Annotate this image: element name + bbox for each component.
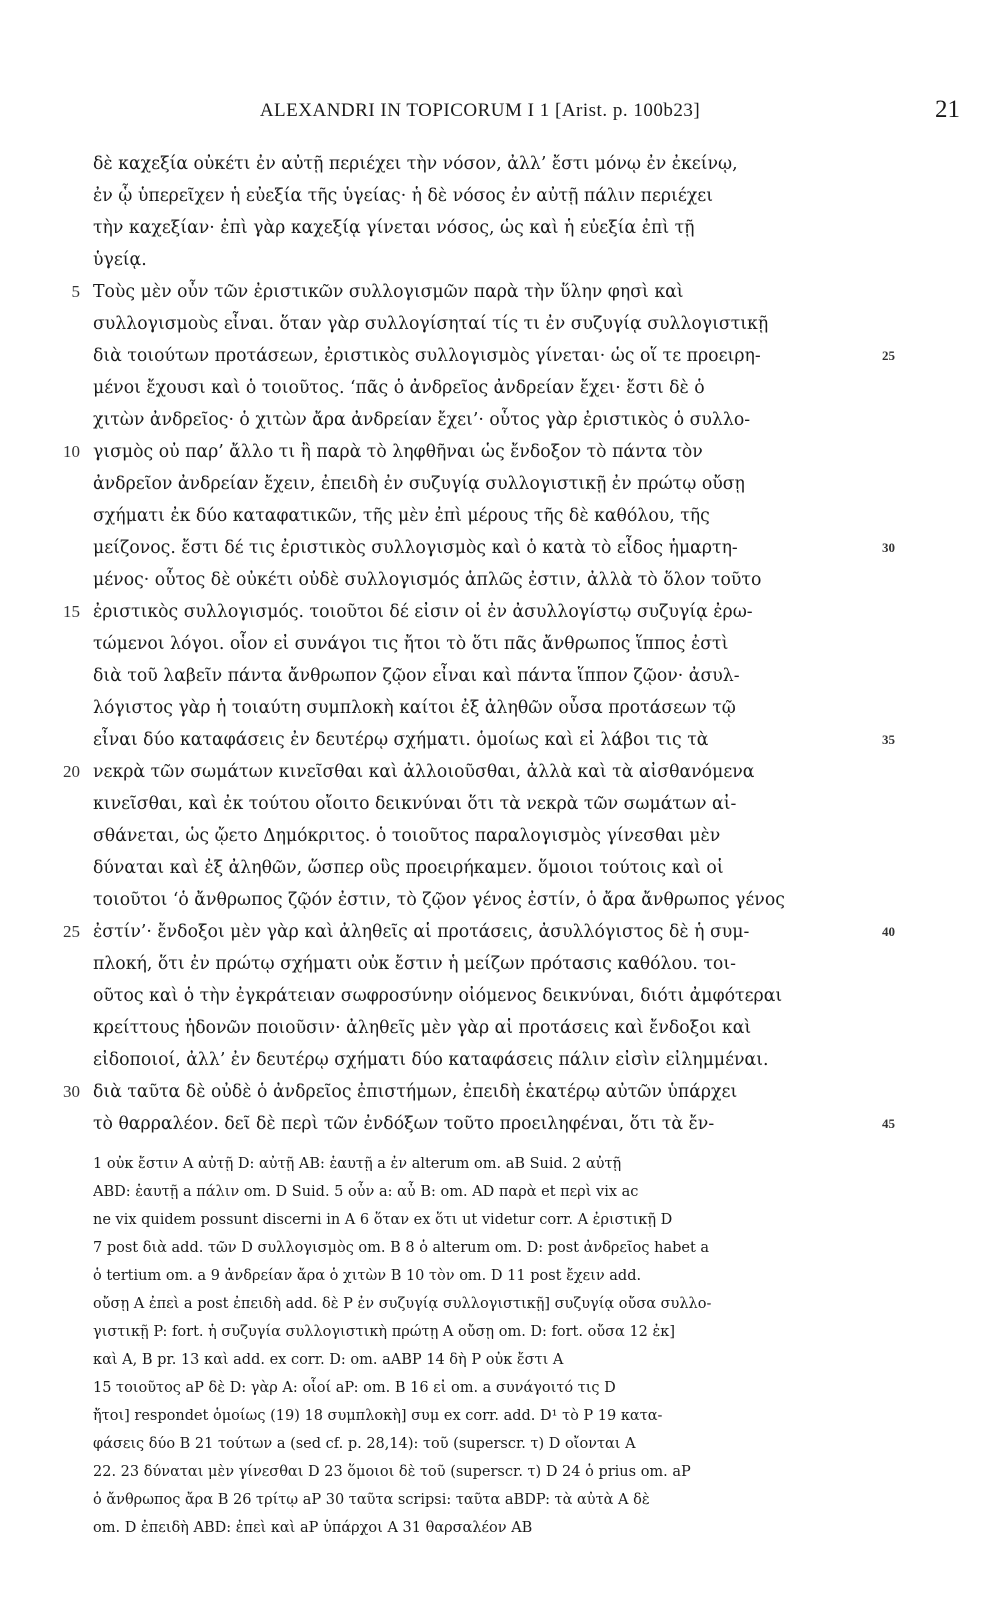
apparatus-line (93, 1374, 893, 1402)
line-text: σχήματι ἐκ δύο καταφατικῶν, τῆς μὲν ἐπὶ μέρους τῆς δὲ καθόλου, τῆς (93, 506, 710, 526)
apparatus-text: γιστικῇ P: fort. ἡ συζυγία συλλογιστικὴ πρώτῃ A οὔσῃ om. D: fort. οὔσα 12 ἐκ] (93, 1324, 676, 1340)
apparatus-text: καὶ A, B pr. 13 καὶ add. ex corr. D: om. aABP 14 δὴ P οὐκ ἔστι A (93, 1352, 564, 1368)
line-number-left: 30 (63, 1082, 80, 1101)
apparatus-text: ABD: ἑαυτῇ a πάλιν om. D Suid. 5 οὖν a: αὖ B: om. AD παρὰ et περὶ vix ac (93, 1184, 639, 1200)
line-text: χιτὼν ἀνδρεῖος· ὁ χιτὼν ἄρα ἀνδρείαν ἔχει’· οὗτος γὰρ ἐριστικὸς ὁ συλλο- (93, 410, 751, 430)
line-text: κρείττους ἡδονῶν ποιοῦσιν· ἀληθεῖς μὲν γὰρ αἱ προτάσεις καὶ ἔνδοξοι καὶ (93, 1018, 752, 1038)
line-number-right: 45 (882, 1116, 895, 1131)
line-text: εἶναι δύο καταφάσεις ἐν δευτέρῳ σχήματι. ὁμοίως καὶ εἰ λάβοι τις τὰ (93, 730, 709, 750)
line-text: κινεῖσθαι, καὶ ἐκ τούτου οἴοιτο δεικνύναι ὅτι τὰ νεκρὰ τῶν σωμάτων αἰ- (93, 794, 737, 814)
apparatus-text: ἤτοι] respondet ὁμοίως (19) 18 συμπλοκὴ] συμ ex corr. add. D¹ τὸ P 19 κατα- (93, 1408, 663, 1424)
apparatus-text: 7 post διὰ add. τῶν D συλλογισμὸς om. B 8 ὁ alterum om. D: post ἀνδρεῖος habet a (93, 1240, 710, 1256)
line-text: γισμὸς οὐ παρ’ ἄλλο τι ἢ παρὰ τὸ ληφθῆναι ὡς ἔνδοξον τὸ πάντα τὸν (93, 442, 703, 462)
apparatus-line (93, 1402, 893, 1430)
apparatus-line (93, 1486, 893, 1514)
text-line (0, 308, 1000, 340)
apparatus-line (93, 1206, 893, 1234)
apparatus-line (93, 1178, 893, 1206)
text-line (0, 1076, 1000, 1108)
line-text: πλοκή, ὅτι ἐν πρώτῳ σχήματι οὐκ ἔστιν ἡ μείζων πρότασις καθόλου. τοι- (93, 954, 736, 974)
line-text: μένοι ἔχουσι καὶ ὁ τοιοῦτος. ‘πᾶς ὁ ἀνδρεῖος ἀνδρείαν ἔχει· ἔστι δὲ ὁ (93, 378, 705, 398)
text-line (0, 692, 1000, 724)
line-number-left: 25 (63, 922, 80, 941)
apparatus-text: 1 οὐκ ἔστιν A αὐτῇ D: αὐτῇ AB: ἑαυτῇ a ἐν alterum om. aB Suid. 2 αὐτῇ (93, 1156, 622, 1172)
text-line (0, 532, 1000, 564)
apparatus-text: ὁ tertium om. a 9 ἀνδρείαν ἄρα ὁ χιτὼν B 10 τὸν om. D 11 post ἔχειν add. (93, 1268, 642, 1284)
line-text: εἰδοποιοί, ἀλλ’ ἐν δευτέρῳ σχήματι δύο καταφάσεις πάλιν εἰσὶν εἰλημμέναι. (93, 1050, 769, 1070)
line-text: οῦτος καὶ ὁ τὴν ἐγκράτειαν σωφροσύνην οἰόμενος δεικνύναι, διότι ἀμφότεραι (93, 986, 783, 1006)
line-text: διὰ ταῦτα δὲ οὐδὲ ὁ ἀνδρεῖος ἐπιστήμων, ἐπειδὴ ἑκατέρῳ αὐτῶν ὑπάρχει (93, 1082, 738, 1102)
text-line (0, 1108, 1000, 1140)
apparatus-line (93, 1458, 893, 1486)
text-line (0, 212, 1000, 244)
line-text: μείζονος. ἔστι δέ τις ἐριστικὸς συλλογισμὸς καὶ ὁ κατὰ τὸ εἶδος ἡμαρτη- (93, 538, 738, 558)
text-line (0, 276, 1000, 308)
line-number-left: 10 (63, 442, 80, 461)
text-line (0, 724, 1000, 756)
line-text: ἐριστικὸς συλλογισμός. τοιοῦτοι δέ εἰσιν οἱ ἐν ἀσυλλογίστῳ συζυγίᾳ ἐρω- (93, 602, 753, 622)
text-line (0, 1012, 1000, 1044)
apparatus-line (93, 1290, 893, 1318)
text-line (0, 340, 1000, 372)
line-number-left: 15 (63, 602, 80, 621)
text-line (0, 980, 1000, 1012)
text-line (0, 596, 1000, 628)
text-line (0, 884, 1000, 916)
apparatus-text: ne vix quidem possunt discerni in A 6 ὅταν ex ὅτι ut videtur corr. A ἐριστικῇ D (93, 1212, 673, 1228)
apparatus-line (93, 1514, 893, 1542)
text-line (0, 628, 1000, 660)
text-line (0, 916, 1000, 948)
apparatus-line (93, 1262, 893, 1290)
text-line (0, 436, 1000, 468)
page-header (80, 92, 960, 132)
line-text: τώμενοι λόγοι. οἷον εἰ συνάγοι τις ἤτοι τὸ ὅτι πᾶς ἄνθρωπος ἵππος ἐστὶ (93, 634, 729, 654)
apparatus-line (93, 1234, 893, 1262)
text-line (0, 1044, 1000, 1076)
line-text: διὰ τοῦ λαβεῖν πάντα ἄνθρωπον ζῷον εἶναι καὶ πάντα ἵππον ζῷον· ἀσυλ- (93, 666, 740, 686)
line-number-left: 5 (71, 282, 80, 301)
line-text: τὸ θαρραλέον. δεῖ δὲ περὶ τῶν ἐνδόξων τοῦτο προειληφέναι, ὅτι τὰ ἔν- (93, 1114, 715, 1134)
apparatus-text: om. D ἐπειδὴ ABD: ἐπεὶ καὶ aP ὑπάρχοι A 31 θαρσαλέον AB (93, 1520, 533, 1536)
line-text: διὰ τοιούτων προτάσεων, ἐριστικὸς συλλογισμὸς γίνεται· ὡς οἵ τε προειρη- (93, 346, 761, 366)
text-line (0, 820, 1000, 852)
text-line (0, 756, 1000, 788)
text-line (0, 148, 1000, 180)
text-line (0, 788, 1000, 820)
page-number: 21 (935, 96, 960, 123)
line-text: δὲ καχεξία οὐκέτι ἐν αὐτῇ περιέχει τὴν νόσον, ἀλλ’ ἔστι μόνῳ ἐν ἐκείνῳ, (93, 154, 738, 174)
line-text: Τοὺς μὲν οὖν τῶν ἐριστικῶν συλλογισμῶν παρὰ τὴν ὕλην φησὶ καὶ (93, 282, 684, 302)
line-text: μένος· οὗτος δὲ οὐκέτι οὐδὲ συλλογισμός ἁπλῶς ἐστιν, ἀλλὰ τὸ ὅλον τοῦτο (93, 570, 762, 590)
text-line (0, 564, 1000, 596)
line-text: ἐστίν’· ἔνδοξοι μὲν γὰρ καὶ ἀληθεῖς αἱ προτάσεις, ἀσυλλόγιστος δὲ ἡ συμ- (93, 922, 750, 942)
text-line (0, 660, 1000, 692)
line-text: νεκρὰ τῶν σωμάτων κινεῖσθαι καὶ ἀλλοιοῦσθαι, ἀλλὰ καὶ τὰ αἰσθανόμενα (93, 762, 755, 782)
apparatus-line (93, 1430, 893, 1458)
apparatus-line (93, 1150, 893, 1178)
apparatus-text: 15 τοιοῦτος aP δὲ D: γὰρ A: οἷοί aP: om. B 16 εἰ om. a συνάγοιτό τις D (93, 1380, 616, 1396)
line-number-right: 40 (882, 924, 895, 939)
apparatus-line (93, 1346, 893, 1374)
line-number-right: 25 (882, 348, 895, 363)
running-head: ALEXANDRI IN TOPICORUM I 1 [Arist. p. 100b23] (259, 100, 701, 121)
apparatus-text: ὁ ἄνθρωπος ἄρα B 26 τρίτῳ aP 30 ταῦτα scripsi: ταῦτα aBDP: τὰ αὐτὰ A δὲ (93, 1492, 650, 1508)
line-number-right: 30 (882, 540, 895, 555)
line-text: σθάνεται, ὡς ᾤετο Δημόκριτος. ὁ τοιοῦτος παραλογισμὸς γίνεσθαι μὲν (93, 826, 721, 846)
apparatus-line (93, 1318, 893, 1346)
line-text: τοιοῦτοι ‘ὁ ἄνθρωπος ζῷόν ἐστιν, τὸ ζῷον γένος ἐστίν, ὁ ἄρα ἄνθρωπος γένος (93, 890, 785, 910)
line-number-right: 35 (882, 732, 895, 747)
text-line (0, 372, 1000, 404)
line-number-left: 20 (63, 762, 80, 781)
line-text: λόγιστος γὰρ ἡ τοιαύτη συμπλοκὴ καίτοι ἐξ ἀληθῶν οὖσα προτάσεων τῷ (93, 698, 736, 718)
line-text: ἐν ᾧ ὑπερεῖχεν ἡ εὐεξία τῆς ὑγείας· ἡ δὲ νόσος ἐν αὐτῇ πάλιν περιέχει (93, 186, 713, 206)
text-line (0, 180, 1000, 212)
apparatus-text: οὔσῃ A ἐπεὶ a post ἐπειδὴ add. δὲ P ἐν συζυγίᾳ συλλογιστικῇ] συζυγίᾳ οὔσα συλλο- (93, 1296, 712, 1312)
apparatus-text: 22. 23 δύναται μὲν γίνεσθαι D 23 ὅμοιοι δὲ τοῦ (superscr. τ) D 24 ὁ prius om. aP (93, 1464, 691, 1480)
apparatus-text: φάσεις δύο B 21 τούτων a (sed cf. p. 28,14): τοῦ (superscr. τ) D οἴονται A (93, 1436, 636, 1452)
text-line (0, 244, 1000, 276)
line-text: ἀνδρεῖον ἀνδρείαν ἔχειν, ἐπειδὴ ἐν συζυγίᾳ συλλογιστικῇ ἐν πρώτῳ οὔσῃ (93, 474, 745, 494)
line-text: τὴν καχεξίαν· ἐπὶ γὰρ καχεξίᾳ γίνεται νόσος, ὡς καὶ ἡ εὐεξία ἐπὶ τῇ (93, 218, 695, 238)
text-line (0, 468, 1000, 500)
text-line (0, 404, 1000, 436)
text-line (0, 948, 1000, 980)
line-text: ὑγείᾳ. (93, 250, 147, 270)
text-line (0, 500, 1000, 532)
line-text: δύναται καὶ ἐξ ἀληθῶν, ὥσπερ οὓς προειρήκαμεν. ὅμοιοι τούτοις καὶ οἱ (93, 858, 724, 878)
text-line (0, 852, 1000, 884)
line-text: συλλογισμοὺς εἶναι. ὅταν γὰρ συλλογίσηταί τίς τι ἐν συζυγίᾳ συλλογιστικῇ (93, 314, 769, 334)
